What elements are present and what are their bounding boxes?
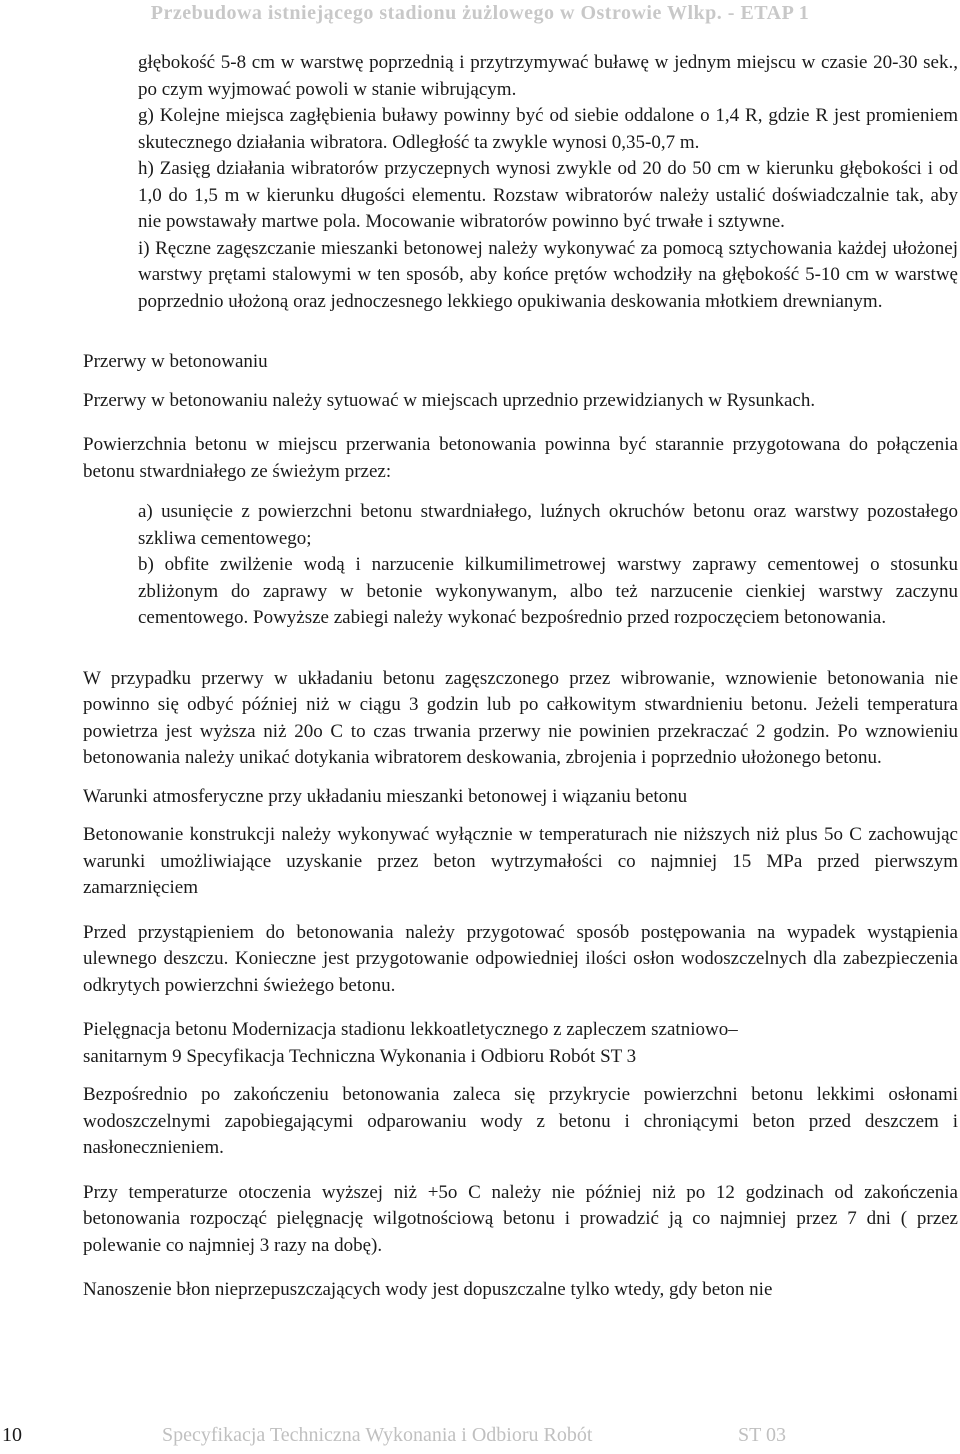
paragraph-resume-concreting: W przypadku przerwy w układaniu betonu zagęszczonego przez wibrowanie, wznowienie betonowania nie powinno się odbyć później niż w ciągu 3 godzin lub po całkowitym stwardnieniu betonu. Jeżeli temperatura powietrza jest wyższa niż 20o C to czas trwania przerwy nie powinien przekraczać 2 godzin. Po wznowieniu betonowania należy unikać dotykania wibratorem deskowania, zbrojenia i poprzednio ułożonego betonu.	[83, 667, 958, 768]
footer-code: ST 03	[738, 1424, 786, 1446]
paragraph-item-h: h) Zasięg działania wibratorów przyczepnych wynosi zwykle od 20 do 50 cm w kierunku głębokości i od 1,0 do 1,5 m w kierunku długości elementu. Rozstaw wibratorów należy ustalić doświadczalnie tak, aby nie powstawały martwe pola. Mocowanie wibratorów powinno być trwałe i sztywne.	[138, 158, 958, 232]
paragraph-membranes: Nanoszenie błon nieprzepuszczających wody jest dopuszczalne tylko wtedy, gdy beton nie	[83, 1279, 773, 1300]
paragraph-temperature: Betonowanie konstrukcji należy wykonywać wyłącznie w temperaturach nie niższych niż plus 5o C zachowując warunki umożliwiające uzyskanie przez beton wytrzymałości co najmniej 15 MPa przed pierwszym zamarznięciem	[83, 824, 958, 898]
curing-heading-line1: Pielęgnacja betonu Modernizacja stadionu lekkoatletycznego z zapleczem szatniowo–	[83, 1019, 738, 1040]
footer-title: Specyfikacja Techniczna Wykonania i Odbioru Robót	[162, 1424, 593, 1446]
document-body	[83, 50, 958, 1304]
section-heading-weather: Warunki atmosferyczne przy układaniu mieszanki betonowej i wiązaniu betonu	[83, 785, 688, 807]
paragraph-breaks-location: Przerwy w betonowaniu należy sytuować w miejscach uprzednio przewidzianych w Rysunkach.	[83, 389, 816, 411]
paragraph-curing-heading	[83, 1017, 958, 1070]
paragraph-surface-prep: Powierzchnia betonu w miejscu przerwania betonowania powinna być starannie przygotowana do połączenia betonu stwardniałego ze świeżym przez:	[83, 434, 958, 482]
paragraph-covering: Bezpośrednio po zakończeniu betonowania zaleca się przykrycie powierzchni betonu lekkimi osłonami wodoszczelnymi zapobiegającymi odparowaniu wody z betonu i chroniącymi beton przed deszczem i nasłonecznieniem.	[83, 1084, 958, 1158]
page-number: 10	[2, 1424, 22, 1446]
paragraph-vibration-depth: głębokość 5-8 cm w warstwę poprzednią i przytrzymywać buławę w jednym miejscu w czasie 20-30 sek., po czym wyjmować powoli w stanie wibrującym.	[138, 52, 958, 100]
page-footer	[0, 1424, 960, 1454]
paragraph-item-b: b) obfite zwilżenie wodą i narzucenie kilkumilimetrowej warstwy zaprawy cementowej o stosunku zbliżonym do zaprawy w betonie wykonywanym, albo też narzucenie cienkiej warstwy zaczynu cementowego. Powyższe zabiegi należy wykonać bezpośrednio przed rozpoczęciem betonowania.	[138, 554, 958, 628]
paragraph-item-a: a) usunięcie z powierzchni betonu stwardniałego, luźnych okruchów betonu oraz warstwy pozostałego szkliwa cementowego;	[138, 501, 958, 549]
paragraph-rain: Przed przystąpieniem do betonowania należy przygotować sposób postępowania na wypadek wystąpienia ulewnego deszczu. Konieczne jest przygotowanie odpowiedniej ilości osłon wodoszczelnych dla zabezpieczenia odkrytych powierzchni świeżego betonu.	[83, 921, 958, 996]
paragraph-moisture-curing: Przy temperaturze otoczenia wyższej niż +5o C należy nie później niż po 12 godzinach od zakończenia betonowania rozpocząć pielęgnację wilgotnościową betonu i prowadzić ją co najmniej przez 7 dni ( przez polewanie co najmniej 3 razy na dobę).	[83, 1181, 958, 1256]
paragraph-item-g: g) Kolejne miejsca zagłębienia buławy powinny być od siebie oddalone o 1,4 R, gdzie R jest promieniem skutecznego działania wibratora. Odległość ta zwykle wynosi 0,35-0,7 m.	[138, 105, 958, 153]
paragraph-item-i: i) Ręczne zagęszczanie mieszanki betonowej należy wykonywać za pomocą sztychowania każdej ułożonej warstwy prętami stalowymi w ten sposób, aby końce prętów wchodziły na głębokość 5-10 cm w warstwę poprzednio ułożoną oraz jednoczesnego lekkiego opukiwania deskowania młotkiem drewnianym.	[138, 237, 958, 312]
curing-heading-line2: sanitarnym 9 Specyfikacja Techniczna Wykonania i Odbioru Robót ST 3	[83, 1045, 637, 1067]
running-header: Przebudowa istniejącego stadionu żużlowego w Ostrowie Wlkp. - ETAP 1	[150, 2, 810, 24]
section-heading-breaks: Przerwy w betonowaniu	[83, 351, 268, 372]
